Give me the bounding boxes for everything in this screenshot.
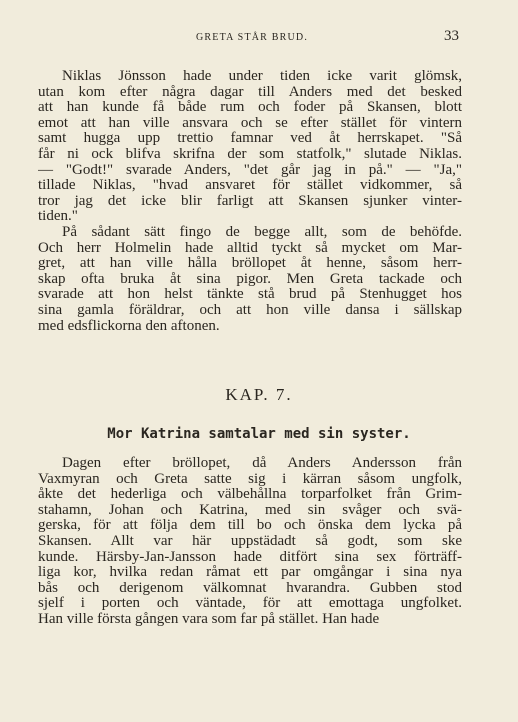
text-line: gerska, för att följa dem till bo och önska dem lycka på (38, 518, 462, 534)
text-line: med edsflickorna den aftonen. (38, 318, 220, 334)
text-line: utan kom efter några dagar till Anders med det besked (38, 84, 462, 100)
running-head (0, 28, 518, 50)
chapter-title: Mor Katrina samtalar med sin syster. (107, 426, 411, 442)
text-line: — "Godt!" svarade Anders, "det går jag in på." — "Ja," (38, 162, 462, 178)
text-line: tillade Niklas, "hvad ansvaret för stället vidkommer, så (38, 178, 462, 194)
text-line: Skansen. Allt var här uppstädadt så godt, som ske (38, 533, 462, 549)
text-line: bås och derigenom välkomnat hvarandra. Gubben stod (38, 580, 462, 596)
text-line: På sådant sätt fingo de begge allt, som de behöfde. (62, 225, 462, 240)
text-line: svarade att hon helst tänkte stå brud på Stenhugget hos (38, 287, 462, 303)
text-line: liga kor, hvilka redan råmat ett par omgångar i sina nya (38, 565, 462, 581)
running-head-title: GRETA STÅR BRUD. (196, 32, 309, 43)
page-number: 33 (444, 28, 459, 44)
text-line: stahamn, Johan och Katrina, med sin svåger och svä- (38, 502, 462, 518)
text-line: emot att han ville ansvara och se efter stället för vintern (38, 115, 462, 131)
chapter-label: KAP. 7. (225, 385, 293, 404)
text-line: skap ofta bruka åt sina pigor. Men Greta tackade och (38, 271, 462, 287)
text-line: Niklas Jönsson hade under tiden icke varit glömsk, (62, 69, 462, 84)
text-line: sina gamla föräldrar, och att hon ville dansa i sällskap (38, 302, 462, 318)
text-line: tror jag det icke blir farligt att Skansen sjunker vinter- (38, 193, 462, 209)
text-line: Och herr Holmelin hade alltid tyckt så mycket om Mar- (38, 240, 462, 256)
text-line: samt hugga upp trettio famnar ved åt herrskapet. "Så (38, 131, 462, 147)
text-line: sjelf i porten och väntade, för att emottaga ungfolket. (38, 596, 462, 612)
text-line: Dagen efter bröllopet, då Anders Andersson från (62, 456, 462, 471)
text-line: får ni ock blifva skrifna der som statfolk," slutade Niklas. (38, 146, 462, 162)
text-line: kunde. Härsby-Jan-Jansson hade ditfört sina sex förträff- (38, 549, 462, 565)
text-line: Vaxmyran och Greta satte sig i kärran såsom ungfolk, (38, 471, 462, 487)
paragraph-3 (38, 456, 462, 628)
text-line: tiden." (38, 209, 78, 225)
text-line: åkte det hederliga och välbehållna torparfolket från Grim- (38, 487, 462, 503)
paragraph-2 (38, 225, 462, 334)
paragraph-1 (38, 69, 462, 225)
text-line: gret, att han ville hålla bröllopet åt henne, såsom herr- (38, 256, 462, 272)
text-line: att han kunde få både rum och foder på Skansen, blott (38, 100, 462, 116)
text-line: Han ville första gången vara som far på stället. Han hade (38, 611, 380, 627)
